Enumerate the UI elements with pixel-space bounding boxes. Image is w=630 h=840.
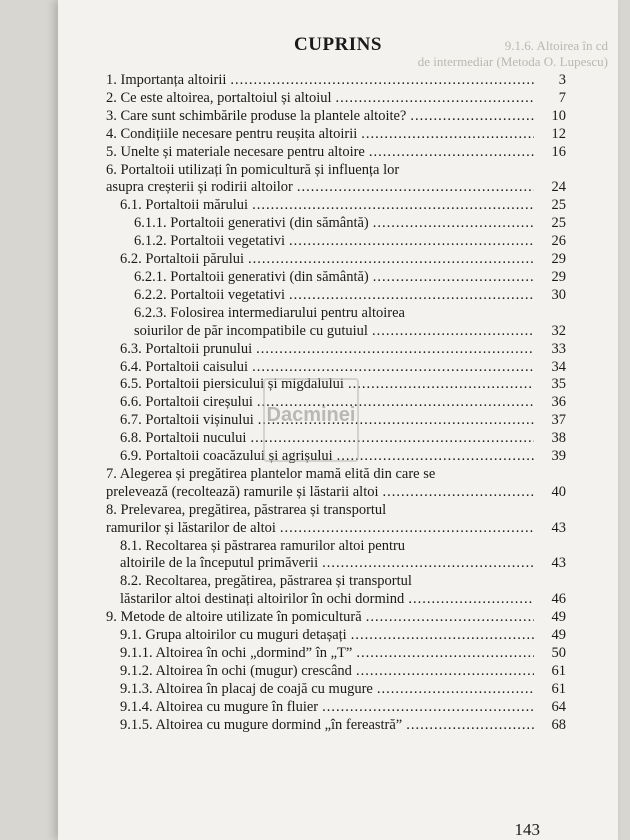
- toc-page-number: 26: [551, 233, 566, 250]
- toc-entry-line: [134, 269, 566, 287]
- toc-entry: [106, 305, 566, 341]
- toc-entry-text: 6.7. Portaltoii vișinului: [120, 412, 254, 429]
- toc-entry: [106, 287, 566, 305]
- toc-page-number: 43: [551, 519, 566, 536]
- toc-entry: [106, 144, 566, 162]
- toc-entry: [106, 538, 566, 574]
- toc-entry: [106, 663, 566, 681]
- toc-entry-line: [120, 341, 566, 359]
- toc-entry-line: [134, 233, 566, 251]
- toc-entry-text: 6.1. Portaltoii mărului: [120, 197, 249, 214]
- dot-leader: [356, 663, 534, 681]
- toc-page-number: 49: [551, 627, 566, 644]
- toc-entry-text: 9.1.1. Altoirea în ochi „dormind” în „T”: [120, 645, 353, 661]
- toc-page-number: 34: [551, 358, 566, 375]
- toc-page-number: 3: [558, 72, 566, 88]
- toc-entry: [106, 162, 566, 198]
- toc-entry: [106, 466, 566, 502]
- toc-entry-line: [134, 323, 566, 341]
- toc-entry-text: ramurilor și lăstarilor de altoi: [106, 519, 276, 536]
- toc-entry: [106, 72, 566, 90]
- toc-entry-line: [120, 591, 566, 609]
- dot-leader: [336, 90, 534, 108]
- toc-entry: [106, 717, 566, 735]
- page-number: 143: [514, 820, 540, 839]
- toc-entry-text: 4. Condițiile necesare pentru reușita altoirii: [106, 125, 358, 142]
- toc-entry-text: 6.1.1. Portaltoii generativi (din sământă): [134, 215, 369, 232]
- dot-leader: [280, 520, 534, 538]
- toc-entry-line: [106, 609, 566, 627]
- dot-leader: [373, 269, 534, 287]
- toc-entry-line: [106, 484, 566, 502]
- toc-entry-text: 9. Metode de altoire utilizate în pomicultură: [106, 609, 362, 626]
- toc-entry: [106, 215, 566, 233]
- toc-page-number: 61: [551, 662, 566, 679]
- dot-leader: [256, 341, 534, 359]
- toc-page-number: 12: [551, 125, 566, 142]
- dot-leader: [377, 681, 534, 699]
- toc-entry-line: [120, 627, 566, 645]
- toc-entry-line: [120, 538, 566, 556]
- dot-leader: [289, 287, 534, 305]
- toc-entry-text: soiurilor de păr incompatibile cu gutuiul: [134, 322, 368, 339]
- toc-page-number: 7: [558, 89, 566, 106]
- toc-entry-text: 5. Unelte și materiale necesare pentru altoire: [106, 143, 365, 160]
- toc-entry-line: [134, 215, 566, 233]
- watermark-stamp: [263, 378, 359, 462]
- toc-entry: [106, 197, 566, 215]
- toc-entry-text: 9.1.3. Altoirea în placaj de coajă cu mugure: [120, 680, 373, 697]
- toc-entry-text: 9.1.4. Altoirea cu mugure în fluier: [120, 698, 319, 715]
- stamp-text: Dacminei: [266, 404, 356, 426]
- toc-entry: [106, 108, 566, 126]
- ghost-line: 9.1.6. Altoirea în cd: [504, 38, 608, 53]
- dot-leader: [410, 108, 534, 126]
- toc-entry-text: 6.2.1. Portaltoii generativi (din sământă): [134, 268, 369, 285]
- toc-page-number: 38: [551, 430, 566, 447]
- toc-page-number: 33: [551, 340, 566, 357]
- dot-leader: [373, 215, 534, 233]
- toc-entry: [106, 502, 566, 538]
- toc-entry-text: 9.1.5. Altoirea cu mugure dormind „în fereastră”: [120, 716, 403, 733]
- toc-page-number: 46: [551, 591, 566, 608]
- toc-entry-text: 9.1. Grupa altoirilor cu muguri detașați: [120, 627, 347, 644]
- toc-entry-text: asupra creșterii și rodirii altoilor: [106, 179, 293, 196]
- dot-leader: [361, 126, 534, 144]
- toc-entry-text: 6.6. Portaltoii cireșului: [120, 394, 253, 411]
- ghost-line: de intermediar (Metoda O. Lupescu): [417, 54, 608, 69]
- toc-entry-text: 6.3. Portaltoii prunului: [120, 340, 253, 357]
- toc-page-number: 68: [551, 716, 566, 733]
- toc-page-number: 61: [551, 680, 566, 697]
- toc-entry-line: [120, 645, 566, 663]
- toc-entry-text: 6.2.3. Folosirea intermediarului pentru altoirea: [134, 304, 405, 321]
- toc-entry-text: 6. Portaltoii utilizați în pomicultură și influența lor: [106, 161, 400, 178]
- toc-entry: [106, 90, 566, 108]
- toc-page-number: 32: [551, 322, 566, 339]
- toc-entry-line: [120, 555, 566, 573]
- toc-entry-text: 8.2. Recoltarea, pregătirea, păstrarea și transportul: [120, 573, 412, 590]
- toc-page-number: 37: [551, 412, 566, 429]
- toc-page-number: 39: [551, 448, 566, 465]
- toc-entry-line: [106, 179, 566, 197]
- toc-page-number: 29: [551, 268, 566, 285]
- toc-entry-line: [120, 699, 566, 717]
- toc-entry: [106, 341, 566, 359]
- dot-leader: [289, 233, 534, 251]
- toc-entry-text: altoirile de la începutul primăverii: [120, 555, 319, 572]
- toc-page-number: 64: [551, 698, 566, 715]
- toc-entry-line: [106, 108, 566, 126]
- dot-leader: [322, 699, 534, 717]
- dot-leader: [348, 376, 534, 394]
- toc-entry-line: [106, 90, 566, 108]
- dot-leader: [366, 609, 534, 627]
- toc-entry-line: [106, 466, 566, 484]
- toc-entry-line: [120, 359, 566, 377]
- toc-entry-text: 6.9. Portaltoii coacăzului și agrișului: [120, 448, 333, 465]
- toc-entry: [106, 233, 566, 251]
- toc-entry: [106, 609, 566, 627]
- dot-leader: [383, 484, 534, 502]
- toc-entry-text: 2. Ce este altoirea, portaltoiul și altoiul: [106, 89, 332, 106]
- dot-leader: [406, 717, 534, 735]
- toc-entry-text: 6.1.2. Portaltoii vegetativi: [134, 233, 286, 250]
- dot-leader: [356, 645, 534, 663]
- toc-page-number: 40: [551, 483, 566, 500]
- toc-entry-line: [106, 502, 566, 520]
- toc-entry-text: prelevează (recoltează) ramurile și lăstarii altoi: [106, 483, 379, 500]
- toc-entry-line: [134, 305, 566, 323]
- toc-page-number: 16: [551, 143, 566, 160]
- toc-entry: [106, 251, 566, 269]
- toc-page-number: 24: [551, 179, 566, 196]
- toc-entry-text: 8.1. Recoltarea și păstrarea ramurilor altoi pentru: [120, 537, 406, 554]
- toc-entry-line: [120, 717, 566, 735]
- toc-entry-line: [120, 573, 566, 591]
- toc-page-number: 49: [551, 609, 566, 626]
- toc-entry-line: [106, 72, 566, 90]
- toc-entry-text: lăstarilor altoi destinați altoirilor în ochi dormind: [120, 591, 405, 608]
- dot-leader: [337, 448, 534, 466]
- toc-entry: [106, 681, 566, 699]
- toc-page-number: 36: [551, 394, 566, 411]
- toc-entry-line: [106, 144, 566, 162]
- toc-page-number: 29: [551, 251, 566, 268]
- toc-entry-text: 6.2. Portaltoii părului: [120, 251, 245, 268]
- toc-entry-text: 6.8. Portaltoii nucului: [120, 430, 247, 447]
- toc-page-number: 43: [551, 555, 566, 572]
- dot-leader: [322, 555, 534, 573]
- dot-leader: [372, 323, 534, 341]
- toc-entry-text: 1. Importanța altoirii: [106, 72, 227, 88]
- toc-entry-line: [106, 126, 566, 144]
- toc-page-number: 35: [551, 376, 566, 393]
- page-title: CUPRINS: [294, 34, 382, 55]
- toc-entry: [106, 126, 566, 144]
- toc-entry-line: [120, 681, 566, 699]
- toc-entry: [106, 359, 566, 377]
- toc-page-number: 25: [551, 215, 566, 232]
- toc-entry-text: 3. Care sunt schimbările produse la plantele altoite?: [106, 107, 407, 124]
- toc-entry-line: [134, 287, 566, 305]
- dot-leader: [248, 251, 534, 269]
- toc-page-number: 10: [551, 107, 566, 124]
- toc-entry-line: [120, 197, 566, 215]
- dot-leader: [351, 627, 534, 645]
- toc-entry-line: [120, 251, 566, 269]
- dot-leader: [297, 179, 534, 197]
- toc-entry-line: [120, 663, 566, 681]
- toc-entry: [106, 627, 566, 645]
- toc-entry-text: 7. Alegerea și pregătirea plantelor mamă elită din care se: [106, 465, 436, 482]
- toc-entry-line: [106, 162, 566, 180]
- toc-entry: [106, 269, 566, 287]
- toc-entry-text: 6.2.2. Portaltoii vegetativi: [134, 286, 286, 303]
- toc-entry-text: 8. Prelevarea, pregătirea, păstrarea și transportul: [106, 501, 387, 518]
- dot-leader: [408, 591, 534, 609]
- toc-page-number: 50: [551, 645, 566, 661]
- dot-leader: [252, 359, 534, 377]
- dot-leader: [369, 144, 534, 162]
- toc-entry-line: [106, 520, 566, 538]
- toc-entry: [106, 573, 566, 609]
- toc-entry-text: 9.1.2. Altoirea în ochi (mugur) crescând: [120, 662, 352, 679]
- toc-entry: [106, 699, 566, 717]
- toc-entry-text: 6.5. Portaltoii piersicului și migdalului: [120, 376, 344, 393]
- dot-leader: [252, 197, 534, 215]
- dot-leader: [230, 72, 534, 90]
- book-page: [58, 0, 618, 840]
- toc-entry: [106, 645, 566, 663]
- toc-entry-text: 6.4. Portaltoii caisului: [120, 358, 249, 375]
- toc-page-number: 30: [551, 286, 566, 303]
- toc-page-number: 25: [551, 197, 566, 214]
